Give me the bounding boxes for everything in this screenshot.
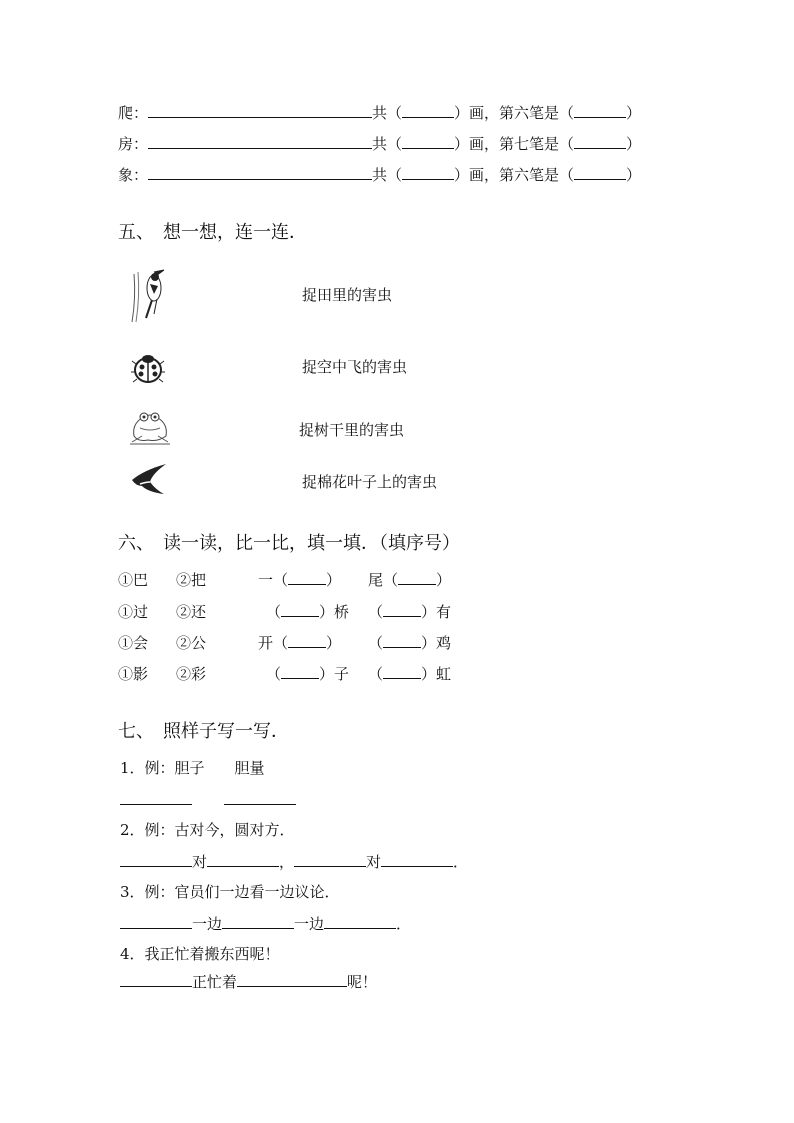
answer-blank[interactable] <box>383 602 421 617</box>
answer-blank[interactable] <box>148 103 372 118</box>
question-2: 2．例：古对今，圆对方． <box>120 821 295 839</box>
answer-blank[interactable] <box>574 165 626 180</box>
question-2-answers: 对 ， 对 ． <box>120 852 468 871</box>
answer-blank[interactable] <box>207 852 279 867</box>
section-7-title: 七、 照样子写一写． <box>118 721 289 742</box>
woodpecker-icon[interactable] <box>124 268 174 324</box>
answer-blank[interactable] <box>574 134 626 149</box>
answer-blank[interactable] <box>148 165 372 180</box>
answer-blank[interactable] <box>237 972 347 987</box>
answer-blank[interactable] <box>383 633 421 648</box>
answer-blank[interactable] <box>120 972 192 987</box>
question-3: 3．例：官员们一边看一边议论． <box>120 883 340 901</box>
stroke-row-2: 房： 共（ ）画，第七笔是（ ） <box>118 135 642 153</box>
compare-row: ①巴 ②把 一（ ） 尾（ ） <box>118 571 452 589</box>
answer-blank[interactable] <box>294 852 366 867</box>
answer-blank[interactable] <box>288 570 326 585</box>
answer-blank[interactable] <box>402 165 454 180</box>
answer-blank[interactable] <box>120 790 192 805</box>
question-4: 4．我正忙着搬东西呢！ <box>120 945 280 963</box>
swallow-icon[interactable] <box>130 462 168 496</box>
question-3-answers: 一边 一边 ． <box>120 914 411 933</box>
match-label-2[interactable]: 捉空中飞的害虫 <box>302 358 408 376</box>
ladybug-icon[interactable] <box>130 352 166 384</box>
answer-blank[interactable] <box>383 664 421 679</box>
answer-blank[interactable] <box>402 103 454 118</box>
frog-icon[interactable] <box>128 406 172 446</box>
answer-blank[interactable] <box>574 103 626 118</box>
answer-blank[interactable] <box>281 664 319 679</box>
match-label-3[interactable]: 捉树干里的害虫 <box>299 421 405 439</box>
answer-blank[interactable] <box>398 570 436 585</box>
answer-blank[interactable] <box>222 914 294 929</box>
compare-row: ①会 ②公 开（ ） （ ）鸡 <box>118 634 452 652</box>
answer-blank[interactable] <box>402 134 454 149</box>
stroke-row-3: 象： 共（ ）画，第六笔是（ ） <box>118 166 642 184</box>
compare-row: ①影 ②彩 （ ）子 （ ）虹 <box>118 665 452 683</box>
section-5-title: 五、 想一想，连一连． <box>118 222 307 243</box>
compare-row: ①过 ②还 （ ）桥 （ ）有 <box>118 603 452 621</box>
answer-blank[interactable] <box>224 790 296 805</box>
stroke-row-1: 爬： 共（ ）画，第六笔是（ ） <box>118 104 642 122</box>
answer-blank[interactable] <box>281 602 319 617</box>
section-6-title: 六、 读一读，比一比，填一填．（填序号） <box>118 533 460 554</box>
match-label-1[interactable]: 捉田里的害虫 <box>302 286 393 304</box>
question-1-answers <box>120 790 296 809</box>
match-label-4[interactable]: 捉棉花叶子上的害虫 <box>302 473 438 491</box>
answer-blank[interactable] <box>381 852 453 867</box>
answer-blank[interactable] <box>324 914 396 929</box>
answer-blank[interactable] <box>148 134 372 149</box>
answer-blank[interactable] <box>120 914 192 929</box>
question-1: 1．例：胆子 胆量 <box>120 759 265 777</box>
question-4-answers: 正忙着 呢！ <box>120 972 377 991</box>
answer-blank[interactable] <box>120 852 192 867</box>
answer-blank[interactable] <box>288 633 326 648</box>
